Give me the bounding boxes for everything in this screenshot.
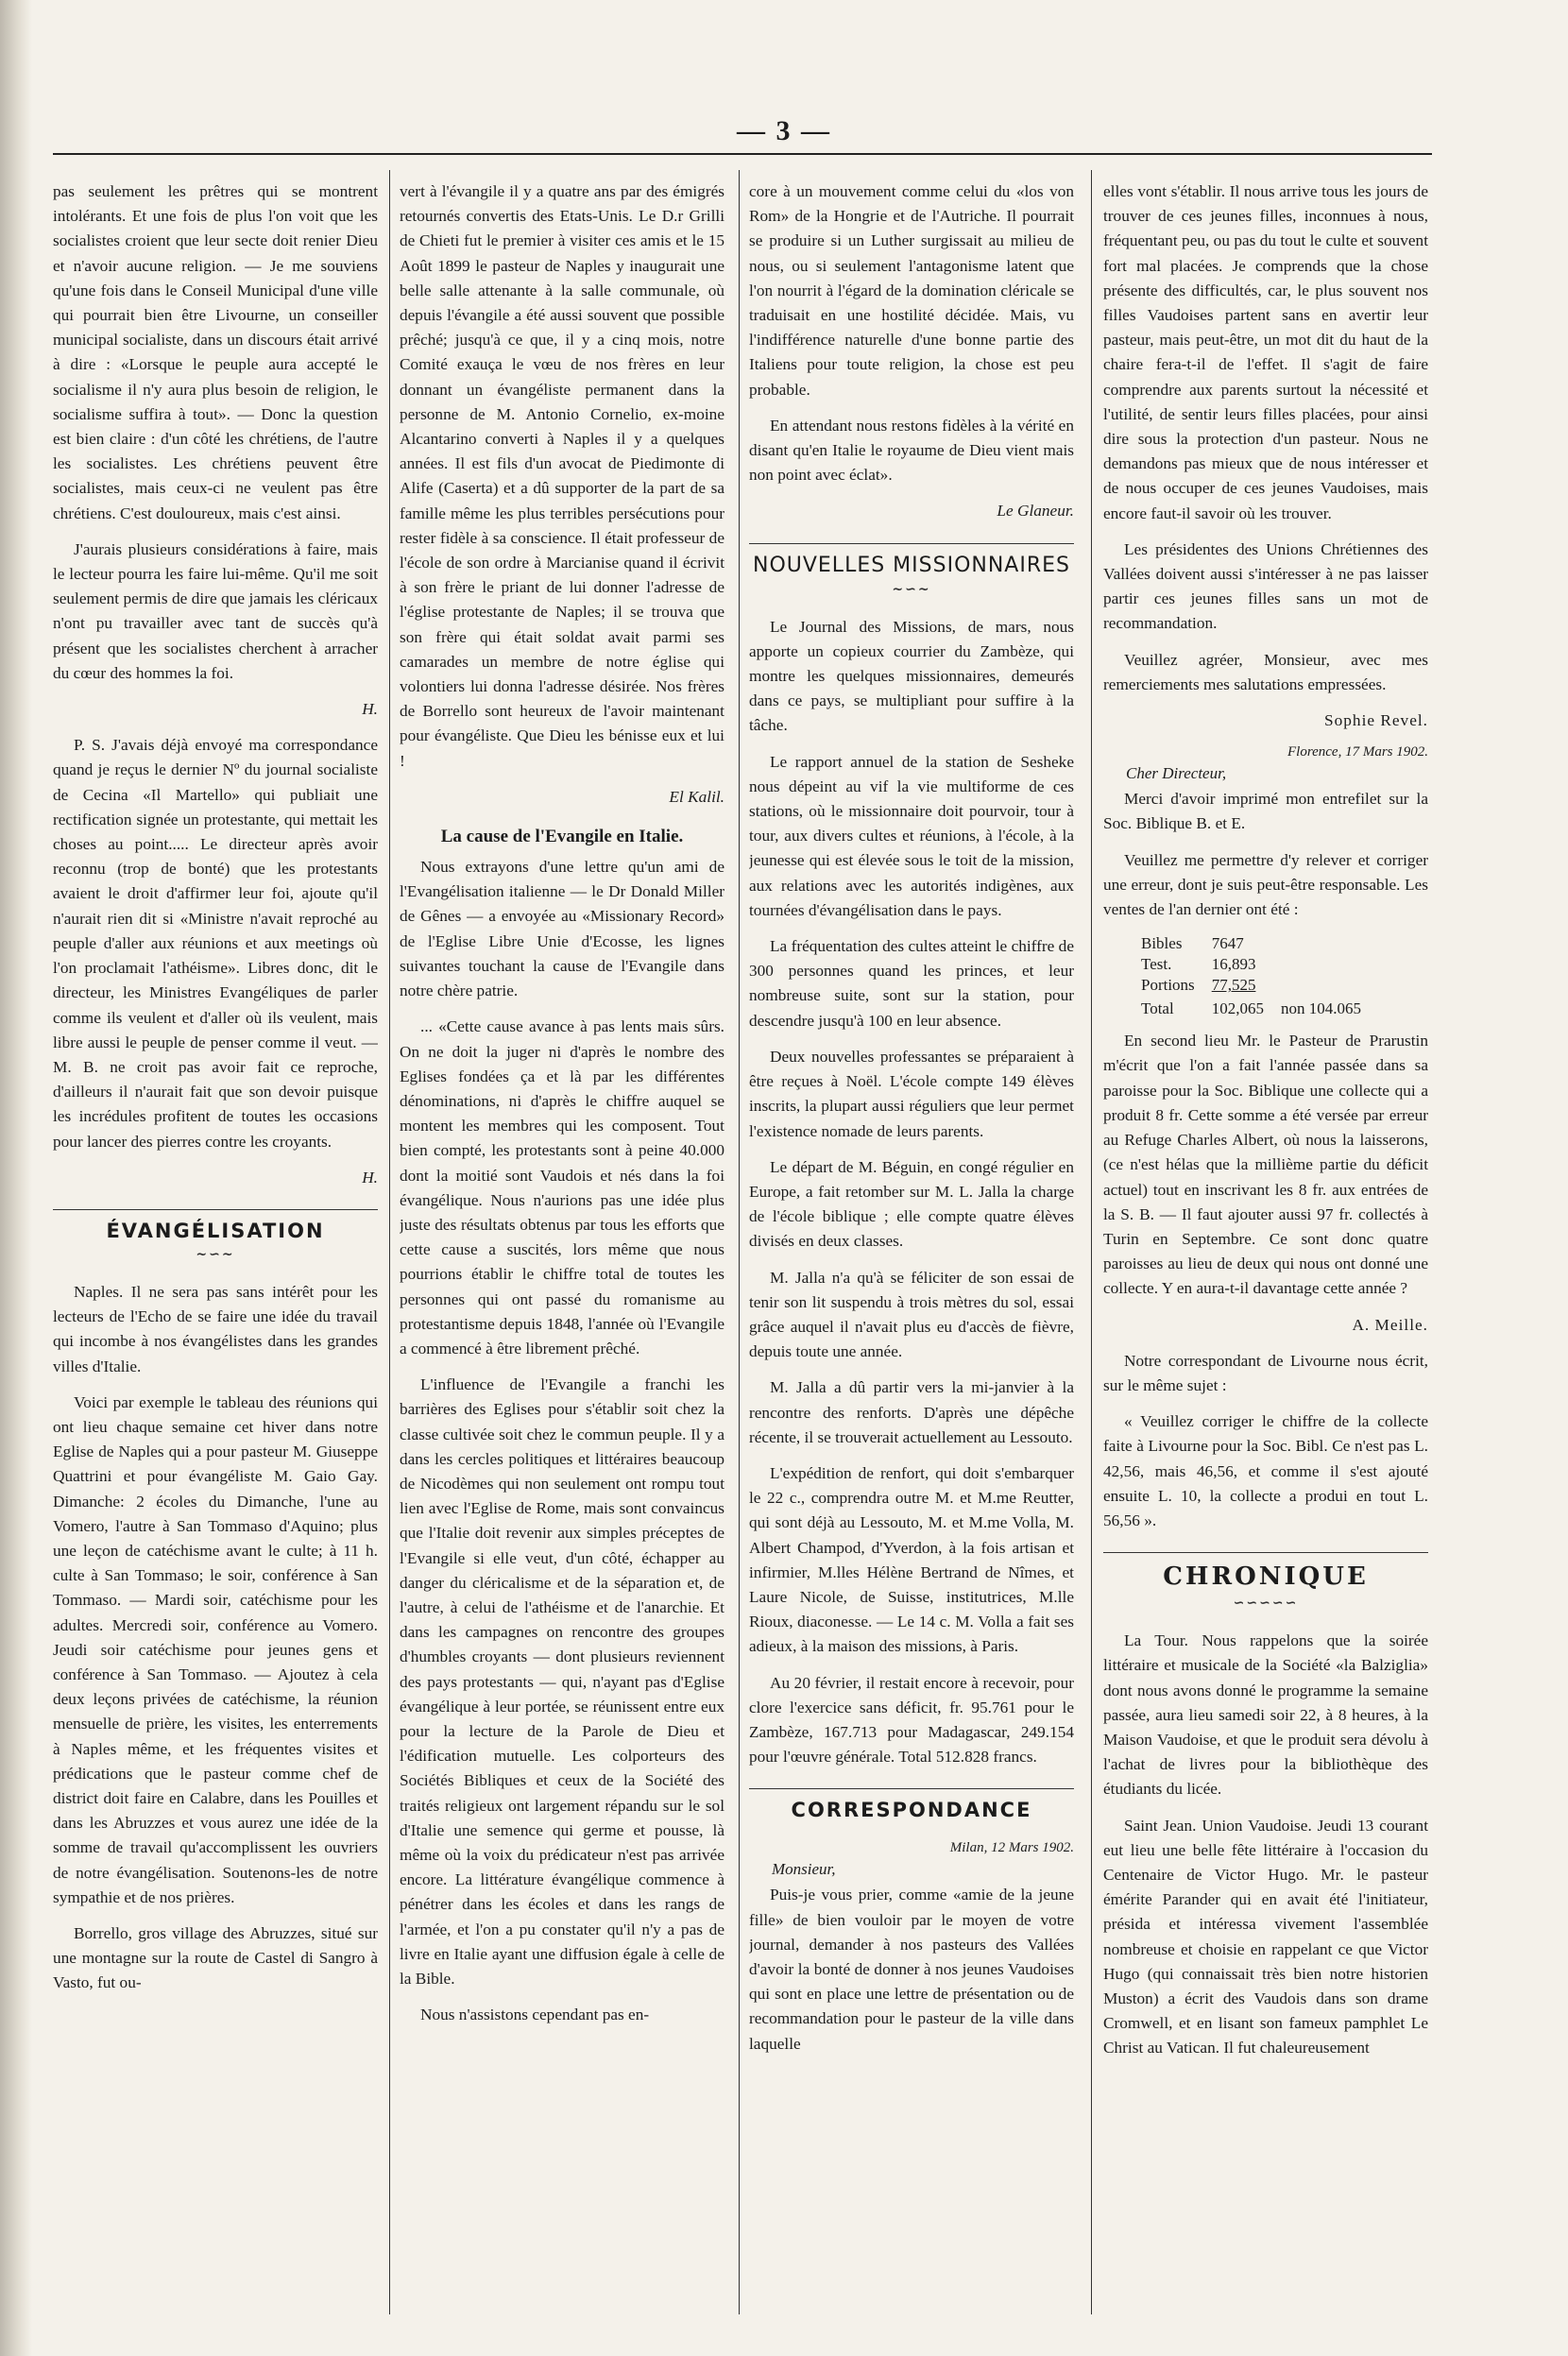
table-cell: Portions: [1141, 976, 1195, 995]
paragraph: Veuillez me permettre d'y relever et corriger une erreur, dont je suis peut-être responsable. Les ventes de l'an dernier ont été :: [1103, 850, 1428, 919]
ornament-icon: ∽∽∽∽∽: [1233, 1596, 1299, 1612]
paragraph: Veuillez agréer, Monsieur, avec mes remerciements mes salutations empressées.: [1103, 650, 1428, 693]
paragraph: P. S. J'avais déjà envoyé ma correspondance quand je reçus le dernier Nº du journal socialiste de Cecina «Il Martello» qui publiait une rectification signée un protestante, qui mettait les choses au point..... Le directeur après avoir reconnu (trop de bonté) que les protestants avaient le droit d'affirmer leur foi, ajoute qu'il n'aurait rien dit si «Ministre n'avait reproché au peuple d'aller aux réunions et aux meetings où l'on proclamait l'athéisme». Libres donc, dit le directeur, les Ministres Evangéliques de parler comme ils veulent et d'aller où ils veulent, mais libre aussi le peuple de penser comme il veut. — M. B. ne croit pas avoir fait ce reproche, d'ailleurs il n'aurait fait que son devoir puisque les incrédules profitent de toutes les occasions pour lancer des pierres contre les croyants.: [53, 736, 378, 1151]
paragraph: Les présidentes des Unions Chrétiennes des Vallées doivent aussi s'intéresser à ne pas laisser partir ces jeunes filles sans un mot de recommandation.: [1103, 539, 1428, 633]
paragraph: pas seulement les prêtres qui se montrent intolérants. Et une fois de plus l'on voit que les socialistes croient que leur secte doit renier Dieu et n'avoir aucune religion. — Je me souviens qu'une fois dans le Conseil Municipal d'une ville qui pourrait bien être Livourne, un conseiller municipal socialiste, dans un discours était arrivé à dire : «Lorsque le peuple aura accepté le socialisme il n'y aura plus besoin de religion, le socialisme suffira à tout». — Donc la question est bien claire : d'un côté les chrétiens, de l'autre les socialistes. Les chrétiens peuvent être socialistes, mais ceux-ci ne veulent pas être chrétiens. C'est douloureux, mais c'est ainsi.: [53, 182, 378, 522]
paragraph: M. Jalla a dû partir vers la mi-janvier à la rencontre des renforts. D'après une dépêche récente, il se trouverait actuellement au Lessouto.: [749, 1378, 1074, 1446]
table-row: [1141, 996, 1378, 1019]
section-heading-chronique: CHRONIQUE ∽∽∽∽∽: [1103, 1552, 1428, 1615]
paragraph: core à un mouvement comme celui du «los von Rom» de la Hongrie et de l'Autriche. Il pourrait se produire si un Luther surgissait au milieu de nous, ou si seulement l'antagonisme latent que l'on nourrit à l'égard de la domination cléricale se traduisait en une hostilité décidée. Mais, vu l'indifférence naturelle d'une bonne partie des Italiens pour toute religion, la chose est peu probable.: [749, 182, 1074, 399]
page-number: — 3 —: [737, 115, 831, 146]
signature: H.: [362, 700, 378, 719]
column-3: [749, 179, 1074, 2314]
table-row: [1141, 975, 1378, 996]
paragraph: Nous n'assistons cependant pas en-: [420, 2006, 650, 2024]
article-title: La cause de l'Evangile en Italie.: [440, 827, 684, 847]
paragraph: Naples. Il ne sera pas sans intérêt pour les lecteurs de l'Echo de se faire une idée du travail qui incombe à nos évangélistes dans les grandes villes d'Italie.: [53, 1282, 378, 1375]
table-cell: Bibles: [1141, 934, 1183, 953]
paragraph: L'influence de l'Evangile a franchi les barrières des Eglises pour s'établir soit chez la classe cultivée soit chez le commun peuple. Il y a dans les cercles politiques et littéraires beaucoup de Nicodèmes qui non seulement ont rompu tout lien avec l'Eglise de Rome, mais sont convaincus que l'Italie doit revenir aux simples préceptes de l'Evangile si elle veut, d'un côté, échapper au danger du cléricalisme et de la séparation et, de l'autre, à celui de l'athéisme et de l'anarchie. Et dans les campagnes on rencontre des groupes d'humbles croyants — dont plusieurs reviennent des pays protestants — qui, n'ayant pas d'Eglise évangélique à leur portée, se réunissent entre eux pour la lecture de la Parole de Dieu et l'édification mutuelle. Les colporteurs des Sociétés Bibliques et ceux de la Société des traités religieux ont largement répandu sur le sol d'Italie une semence qui germe et pousse, là même où la voix du prédicateur n'est pas arrivée encore. La littérature évangélique commence à pénétrer dans les écoles et dans les rangs de l'armée, et l'on a pu constater qu'il n'y a pas de livre en Italie ayant une diffusion égale à celle de la Bible.: [400, 1375, 724, 1989]
section-heading-missions: NOUVELLES MISSIONNAIRES ~∽~: [749, 543, 1074, 602]
table-cell: 16,893: [1211, 955, 1256, 974]
column-divider: [1091, 170, 1092, 2314]
paragraph: Puis-je vous prier, comme «amie de la jeune fille» de bien vouloir par le moyen de votre journal, demander à nos pasteurs des Vallées d'avoir la bonté de donner à nos jeunes Vaudoises qui sont en place une lettre de présentation ou de recommandation pour le pasteur de la ville dans laquelle: [749, 1886, 1074, 2053]
table-cell: Total: [1141, 999, 1174, 1018]
paragraph: Merci d'avoir imprimé mon entrefilet sur la Soc. Biblique B. et E.: [1103, 790, 1428, 833]
paragraph: Le départ de M. Béguin, en congé régulier en Europe, a fait retomber sur M. L. Jalla la charge de l'école biblique ; elle compte quatre élèves divisés en deux classes.: [749, 1157, 1074, 1251]
table-row: [1141, 954, 1378, 975]
signature: El Kalil.: [669, 787, 724, 806]
paragraph: La Tour. Nous rappelons que la soirée littéraire et musicale de la Société «la Balziglia» dont nous avons donné le programme la semaine passée, aura lieu samedi soir 22, à 8 heures, à la Maison Vaudoise, et que le produit sera dévolu à l'achat de livres pour la bibliothèque des étudiants du licée.: [1103, 1631, 1428, 1799]
signature: A. Meille.: [1352, 1315, 1428, 1334]
letter-date: Milan, 12 Mars 1902.: [949, 1840, 1074, 1856]
column-1: [53, 179, 378, 2314]
column-4: [1103, 179, 1428, 2314]
table-cell: 77,525: [1211, 976, 1256, 995]
table-cell: 7647: [1211, 934, 1244, 953]
paragraph: En attendant nous restons fidèles à la vérité en disant qu'en Italie le royaume de Dieu vient mais non point avec éclat».: [749, 416, 1074, 485]
paragraph: J'aurais plusieurs considérations à faire, mais le lecteur pourra les faire lui-même. Qu'il me soit seulement permis de dire que jamais les cléricaux n'ont pu travailler avec tant de succès qu'à présent que les socialistes cherchent à arracher du cœur des hommes la foi.: [53, 539, 378, 682]
paragraph: ... «Cette cause avance à pas lents mais sûrs. On ne doit la juger ni d'après le nombre des Eglises fondées ça et là par les différentes dénominations, ni d'après le chiffre auquel se montent les membres qui les composent. Tout bien compté, les protestants sont à peine 40.000 dont la moitié sont Vaudois et nés dans la foi évangélique. Nous n'aurions pas une idée plus juste des résultats obtenus par tous les efforts que cette cause a suscités, lors même que nous pourrions établir le chiffre total de toutes les personnes qui ont passé du romanisme au protestantisme depuis 1848, l'année où l'Evangile a commencé à être librement prêché.: [400, 1017, 724, 1357]
letter-salutation: Cher Directeur,: [1126, 764, 1227, 783]
scan-edge-shadow: [0, 0, 32, 2356]
paragraph: Voici par exemple le tableau des réunions qui ont lieu chaque semaine cet hiver dans notre Eglise de Naples qui a pour pasteur M. Giuseppe Quattrini et pour évangéliste M. Gaio Gay. Dimanche: 2 écoles du Dimanche, l'une au Vomero, l'autre à San Tommaso d'Aquino; plus une leçon de catéchisme avant le culte; à 11 h. culte à San Tommaso; le soir, conférence à San Tommaso. — Mardi soir, catéchisme pour les adultes. Mercredi soir, conférence au Vomero. Jeudi soir catéchisme pour jeunes gens et conférence à San Tommaso. — Ajoutez à cela deux leçons privées de catéchisme, la réunion mensuelle de prière, les visites, les enterrements à Naples même, et les fréquentes visites et prédications que le pasteur comme chef de district doit faire en Calabre, dans les Pouilles et dans les Abruzzes et vous aurez une idée de la somme de travail qu'accomplissent les ouvriers de notre évangélisation. Soutenons-les de notre sympathie et de nos prières.: [53, 1392, 378, 1906]
ornament-icon: ~∽~: [892, 581, 931, 597]
paragraph: vert à l'évangile il y a quatre ans par des émigrés retournés convertis des Etats-Unis. Le D.r Grilli de Chieti fut le premier à visiter ces amis et le 15 Août 1899 le pasteur de Naples y inaugurait une belle salle attenante à la salle communale, où depuis l'évangile a été aussi souvent que possible prêché; jusqu'à ce que, il y a cinq mois, notre Comité exauça le vœu de nos frères en leur donnant un évangéliste permanent dans la personne de M. Antonio Cornelio, ex-moine Alcantarino converti à Naples il y a quelques années. Il est fils d'un avocat de Piedimonte di Alife (Caserta) et a dû supporter de la part de sa famille même les plus terribles persécutions pour rester fidèle à sa conscience. Il était professeur de l'école de son ordre à Marcianise quand il écrivit à son frère le priant de lui donner l'adresse de l'église protestante de Naples; il se trouva que son frère qui était soldat avait parmi ses camarades un membre de notre église qui volontiers lui donna l'adresse désirée. Nos frères de Borrello sont heureux de l'avoir maintenant pour évangéliste. Que Dieu les bénisse eux et lui !: [400, 182, 724, 770]
section-heading-evangelisation: ÉVANGÉLISATION ~∽~: [53, 1209, 378, 1267]
paragraph: « Veuillez corriger le chiffre de la collecte faite à Livourne pour la Soc. Bibl. Ce n'est pas L. 42,56, mais 46,56, et comme il s'est ajouté ensuite L. 10, la collecte a produi en tout L. 56,56 ».: [1103, 1412, 1428, 1529]
ornament-icon: ~∽~: [196, 1246, 235, 1262]
paragraph: Le rapport annuel de la station de Sesheke nous dépeint au vif la vie multiforme de ces stations, où le missionnaire doit pourvoir, tour à tour, aux divers cultes et réunions, à l'école, à la jeunesse qui est élevée sous le toit de la mission, aux relations avec les autorités indigènes, aux tournées d'évangélisation dans le pays.: [749, 752, 1074, 919]
table-row: [1141, 933, 1378, 954]
section-heading-correspondance: CORRESPONDANCE: [749, 1788, 1074, 1827]
paragraph: Deux nouvelles professantes se préparaient à être reçues à Noël. L'école compte 149 élèves inscrits, la plupart aussi réguliers que leur permet l'existence nomade de leurs parents.: [749, 1047, 1074, 1140]
paragraph: L'expédition de renfort, qui doit s'embarquer le 22 c., comprendra outre M. et M.me Reutter, qui sont déjà au Lessouto, M. et M.me Volla, M. Albert Champod, d'Yverdon, à la fois artisan et infirmier, M.lles Hélène Bertrand de Nîmes, et Laure Nicole, de Suisse, institutrices, M.lle Rioux, diaconesse. — Le 14 c. M. Volla a fait ses adieux, à la maison des missions, à Paris.: [749, 1463, 1074, 1656]
paragraph: Le Journal des Missions, de mars, nous apporte un copieux courrier du Zambèze, qui montre les quelques missionnaires, demeurés dans ce pays, se multipliant pour suffire à la tâche.: [749, 617, 1074, 735]
signature: Le Glaneur.: [997, 502, 1074, 521]
table-cell: 102,065: [1211, 999, 1264, 1018]
signature: Sophie Revel.: [1324, 711, 1428, 730]
paragraph: Au 20 février, il restait encore à recevoir, pour clore l'exercice sans déficit, fr. 95.761 pour le Zambèze, 167.713 pour Madagascar, 249.154 pour l'œuvre générale. Total 512.828 francs.: [749, 1673, 1074, 1767]
paragraph: Borrello, gros village des Abruzzes, situé sur une montagne sur la route de Castel di Sangro à Vasto, fut ou-: [53, 1924, 378, 1992]
column-2: [400, 179, 724, 2314]
paragraph: Saint Jean. Union Vaudoise. Jeudi 13 courant eut lieu une belle fête littéraire à l'occasion du Centenaire de Victor Hugo. Mr. le pasteur émérite Parander qui en avait été l'initiateur, présida et intéressa vivement l'assemblée nombreuse et choisie en rappelant ce que Victor Hugo (qui connaissait très bien notre historien Muston) a écrit des Vaudois dans son drame Cromwell, et en lisant son fameux pamphlet Le Christ au Vatican. Il fut chaleureusement: [1103, 1816, 1428, 2057]
sales-table: [1141, 933, 1378, 1019]
table-cell: Test.: [1141, 955, 1172, 974]
table-cell: non 104.065: [1280, 999, 1361, 1018]
table-cell: [1281, 954, 1378, 975]
table-cell: [1281, 933, 1378, 954]
paragraph: Nous extrayons d'une lettre qu'un ami de l'Evangélisation italienne — le Dr Donald Miller de Gênes — a envoyée au «Missionary Record» de l'Eglise Libre Unie d'Ecosse, les lignes suivantes touchant la cause de l'Evangile dans notre chère patrie.: [400, 858, 724, 1000]
header-rule: [53, 153, 1432, 155]
column-divider: [389, 170, 390, 2314]
paragraph: M. Jalla n'a qu'à se féliciter de son essai de tenir son lit suspendu à trois mètres du sol, essai grâce auquel il n'avait plus eu d'accès de fièvre, depuis toute une année.: [749, 1268, 1074, 1361]
column-divider: [739, 170, 740, 2314]
paragraph: Notre correspondant de Livourne nous écrit, sur le même sujet :: [1103, 1351, 1428, 1394]
paragraph: elles vont s'établir. Il nous arrive tous les jours de trouver de ces jeunes filles, inconnues à nous, fréquentant peu, ou pas du tout le culte et souvent fort mal placées. Je comprends que la chose présente des difficultés, car, le plus souvent nos filles Vaudoises partent sans en avertir leur pasteur, mais peut-être, un mot dit du haut de la chaire fera-t-il de l'effet. Il s'agit de faire comprendre aux parents surtout la nécessité et l'utilité, de sentir leurs filles placées, pour ainsi dire sous la protection d'un pasteur. Nous ne demandons pas mieux que de nous intéresser et de nous occuper de ces jeunes Vaudoises, mais encore faut-il savoir où les trouver.: [1103, 182, 1428, 522]
table-cell: [1281, 975, 1378, 996]
letter-salutation: Monsieur,: [772, 1860, 836, 1879]
paragraph: En second lieu Mr. le Pasteur de Prarustin m'écrit que l'on a fait l'année passée dans sa paroisse pour la Soc. Biblique une collecte qui a produit 8 fr. Cette somme a été versée par erreur au Refuge Charles Albert, où nous la laisserons, (ce n'est hélas que la millième partie du déficit actuel) tout en inscrivant les 8 fr. aux entrées de la S. B. — Il faut ajouter aussi 97 fr. collectés à Turin en Septembre. Ce sont donc quatre paroisses au lieu de deux qui nous ont donné une collecte. Y en aura-t-il davantage cette année ?: [1103, 1032, 1428, 1298]
paragraph: La fréquentation des cultes atteint le chiffre de 300 personnes quand les princes, et leur nombreuse suite, sont sur la station, pour descendre jusqu'à 100 en leur absence.: [749, 937, 1074, 1030]
signature: H.: [362, 1168, 378, 1187]
letter-date: Florence, 17 Mars 1902.: [1287, 744, 1428, 760]
